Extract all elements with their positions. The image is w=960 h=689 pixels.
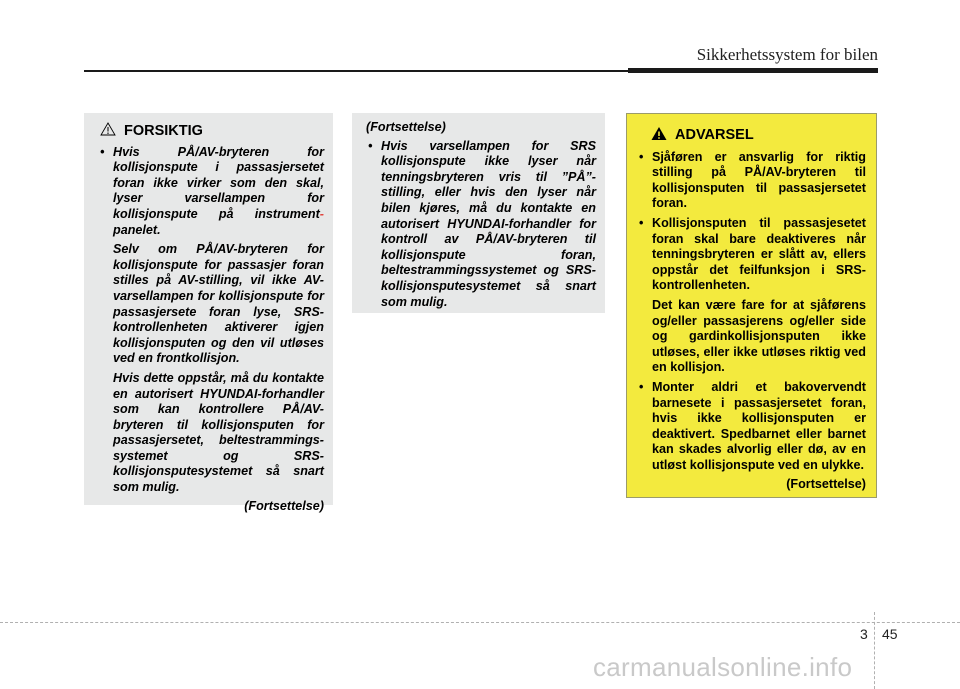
footer-separator <box>874 612 876 689</box>
hyphen-mark: - <box>319 206 324 221</box>
caution-paragraph: Hvis dette oppstår, må du kontakte en autorisert HYUNDAI-forhandler som kan kontrollere PÅ/AV-bryteren til kollisjonsputen for passasjersetet, beltestrammings-systemet og SRS-kollisjonsputesystemet så snart som mulig. <box>113 370 324 495</box>
caution-paragraph <box>113 145 324 239</box>
caution-text: Hvis PÅ/AV-bryteren for kollisjonspute i passasjersetet foran ikke virker som den skal, lyser varsellampen for kollisjonspute på instrument <box>113 144 324 221</box>
continued-label: (Fortsettelse) <box>244 498 324 513</box>
continued-label: (Fortsettelse) <box>786 477 866 492</box>
caution-text-end: panelet. <box>113 222 161 237</box>
warning-heading <box>649 126 866 146</box>
continuation-list <box>366 139 596 311</box>
warning-list <box>637 150 866 474</box>
header-rule-thick <box>628 68 878 73</box>
continuation-box <box>352 113 605 313</box>
bullet-icon: • <box>639 215 644 230</box>
header-rule <box>84 70 630 72</box>
warning-text: Monter aldri et bakovervendt barnesete i passasjersetet foran, hvis ikke kollisjonsputen er deaktivert. Spedbarnet eller barnet kan skades alvorlig eller dø, av en utløst kollisjonspute ved en ulykke. <box>652 379 866 472</box>
warning-heading-label: ADVARSEL <box>675 127 754 143</box>
warning-paragraph: Det kan være fare for at sjåførens og/eller passasjerens og/eller side og gardinkollisjonsputen ikke utløses, eller ikke utløses riktig ved en kollisjon. <box>652 297 866 375</box>
caution-list <box>98 145 324 496</box>
list-item <box>637 380 866 474</box>
footer-rule <box>0 622 960 623</box>
list-item <box>637 150 866 212</box>
bullet-icon: • <box>100 144 105 159</box>
page-number: 45 <box>882 626 898 642</box>
section-title: Sikkerhetssystem for bilen <box>696 45 878 64</box>
warning-box <box>626 113 877 498</box>
bullet-icon: • <box>639 379 644 394</box>
list-item <box>98 145 324 496</box>
chapter-number: 3 <box>860 626 868 642</box>
caution-triangle-icon <box>100 122 116 141</box>
caution-box <box>84 113 333 513</box>
warning-text: Sjåføren er ansvarlig for riktig stilling på PÅ/AV-bryteren til kollisjonsputen til passasjersetet foran. <box>652 149 866 211</box>
watermark: carmanualsonline.info <box>593 652 853 682</box>
continued-header: (Fortsettelse) <box>366 120 446 134</box>
bullet-icon: • <box>368 138 373 153</box>
bullet-icon: • <box>639 149 644 164</box>
list-item <box>637 216 866 376</box>
continuation-text: Hvis varsellampen for SRS kollisjonspute ikke lyser når tenningsbryteren vris til ”PÅ”-stilling, eller hvis den lyser når bilen kjøres, må du kontakte en autorisert HYUNDAI-forhandler for kontroll av PÅ/AV-bryteren til kollisjonspute foran, beltestrammingssystemet og SRS-kollisjonsputesystemet så snart som mulig. <box>381 138 596 309</box>
list-item <box>366 139 596 311</box>
caution-heading <box>98 122 324 141</box>
warning-triangle-icon <box>651 126 667 146</box>
caution-paragraph: Selv om PÅ/AV-bryteren for kollisjonspute for passasjer foran stilles på AV-stilling, vil ikke AV-varsellampen for kollisjonspute for passasjersete foran lyse, SRS-kontrollenheten aktiverer igjen kollisjonsputen og den vil utløses ved en frontkollisjon. <box>113 242 324 366</box>
caution-heading-label: FORSIKTIG <box>124 122 203 139</box>
warning-paragraph: Kollisjonsputen til passasjesetet foran skal bare deaktiveres når tenningsbryteren er slått av, ellers oppstår det feilfunksjon i SRS-kontrollenheten. <box>652 215 866 293</box>
